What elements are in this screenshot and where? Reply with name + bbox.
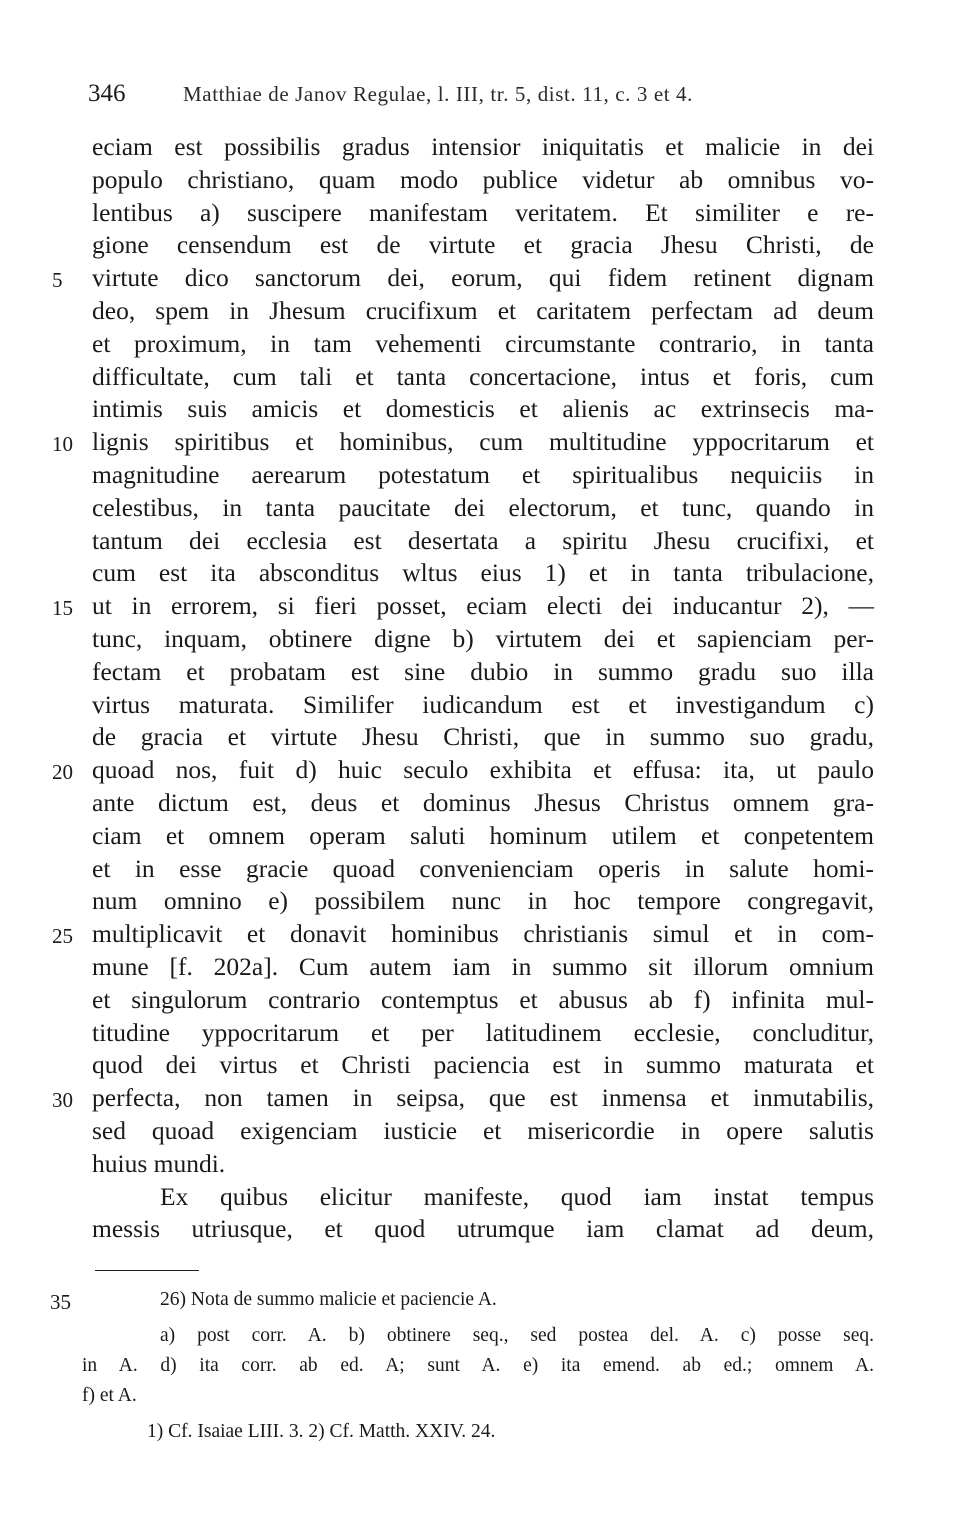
line-number: 25: [52, 924, 73, 949]
line-text: ut in errorem, si fieri posset, eciam electi dei inducantur 2), —: [92, 591, 874, 621]
line-text: intimis suis amicis et domesticis et alienis ac extrinsecis ma-: [92, 394, 874, 424]
line-text: quoad nos, fuit d) huic seculo exhibita et effusa: ita, ut paulo: [92, 755, 874, 785]
text-line: [0, 393, 960, 426]
text-line: [0, 1213, 960, 1246]
line-text: de gracia et virtute Jhesu Christi, que in summo suo gradu,: [92, 722, 874, 752]
text-line: [0, 656, 960, 689]
line-number: 30: [52, 1088, 73, 1113]
line-text: difficultate, cum tali et tanta concertacione, intus et foris, cum: [92, 361, 874, 391]
line-text: multiplicavit et donavit hominibus christianis simul et in com-: [92, 919, 874, 949]
text-line: [0, 459, 960, 492]
line-text: et proximum, in tam vehementi circumstante contrario, in tanta: [92, 328, 874, 358]
text-line: [0, 426, 960, 459]
line-text: eciam est possibilis gradus intensior iniquitatis et malicie in dei: [92, 132, 874, 161]
line-text: lentibus a) suscipere manifestam veritatem. Et similiter e re-: [92, 197, 874, 227]
line-text: et in esse gracie quoad convenienciam operis in salute homi-: [92, 853, 874, 883]
line-text: huius mundi.: [92, 1148, 226, 1178]
critical-apparatus-line: [82, 1351, 874, 1381]
footnote-text: f) et A.: [82, 1385, 137, 1406]
text-line: [0, 623, 960, 656]
text-line: [0, 557, 960, 590]
line-text: lignis spiritibus et hominibus, cum multitudine yppocritarum et: [92, 427, 874, 457]
line-text: celestibus, in tanta paucitate dei electorum, et tunc, quando in: [92, 492, 874, 522]
text-line: [0, 229, 960, 262]
page-number: 346: [88, 80, 126, 107]
text-line: [0, 361, 960, 394]
text-line: [0, 590, 960, 623]
text-line: [0, 525, 960, 558]
line-number: 20: [52, 760, 73, 785]
text-line: [0, 1181, 960, 1214]
line-text: et singulorum contrario contemptus et abusus ab f) infinita mul-: [92, 984, 874, 1014]
page-header: [88, 80, 888, 120]
line-number: 5: [52, 268, 63, 293]
text-line: [0, 1115, 960, 1148]
text-line: [0, 1082, 960, 1115]
line-text: gione censendum est de virtute et gracia Jhesu Christi, de: [92, 230, 874, 260]
text-line: [0, 295, 960, 328]
text-line: [0, 820, 960, 853]
line-text: populo christiano, quam modo publice videtur ab omnibus vo-: [92, 164, 874, 194]
main-text: [0, 131, 960, 1246]
footnote-text: 26) Nota de summo malicie et paciencie A.: [160, 1289, 497, 1310]
text-line: [0, 262, 960, 295]
marginal-note-26: [92, 1285, 874, 1315]
text-line: [0, 328, 960, 361]
line-number-35: 35: [50, 1290, 71, 1314]
text-line: [0, 492, 960, 525]
line-text: sed quoad exigenciam iusticie et misericordie in opere salutis: [92, 1115, 874, 1145]
line-text: cum est ita absconditus wltus eius 1) et in tanta tribulacione,: [92, 558, 874, 588]
text-line: [0, 131, 960, 164]
text-line: [0, 885, 960, 918]
line-text: titudine yppocritarum et per latitudinem ecclesie, concluditur,: [92, 1017, 874, 1047]
line-text: ante dictum est, deus et dominus Jhesus Christus omnem gra-: [92, 787, 874, 817]
line-number: 15: [52, 596, 73, 621]
footnote-rule: [95, 1270, 199, 1271]
text-line: [0, 754, 960, 787]
text-line: [0, 1148, 960, 1181]
text-line: [0, 689, 960, 722]
text-line: [0, 164, 960, 197]
line-text: magnitudine aerearum potestatum et spiritualibus nequiciis in: [92, 459, 874, 489]
line-number: 10: [52, 432, 73, 457]
line-text: quod dei virtus et Christi paciencia est in summo maturata et: [92, 1050, 874, 1080]
line-text: fectam et probatam est sine dubio in summo gradu suo illa: [92, 656, 874, 686]
text-line: [0, 1049, 960, 1082]
line-text: virtute dico sanctorum dei, eorum, qui fidem retinent dignam: [92, 263, 874, 293]
footnote-text: a) post corr. A. b) obtinere seq., sed postea del. A. c) posse seq.: [160, 1325, 874, 1346]
running-head: Matthiae de Janov Regulae, l. III, tr. 5, dist. 11, c. 3 et 4.: [183, 82, 693, 106]
footnote-text: 1) Cf. Isaiae LIII. 3. 2) Cf. Matth. XXIV. 24.: [147, 1421, 496, 1442]
line-text: virtus maturata. Similifer iudicandum est et investigandum c): [92, 689, 874, 719]
text-line: [0, 197, 960, 230]
line-text: Ex quibus elicitur manifeste, quod iam instat tempus: [160, 1181, 874, 1211]
line-text: mune [f. 202a]. Cum autem iam in summo sit illorum omnium: [92, 951, 874, 981]
line-text: perfecta, non tamen in seipsa, que est inmensa et inmutabilis,: [92, 1083, 874, 1113]
text-line: [0, 853, 960, 886]
line-text: tantum dei ecclesia est desertata a spiritu Jhesu crucifixi, et: [92, 525, 874, 555]
text-line: [0, 787, 960, 820]
line-text: num omnino e) possibilem nunc in hoc tempore congregavit,: [92, 886, 874, 916]
line-text: tunc, inquam, obtinere digne b) virtutem dei et sapienciam per-: [92, 623, 874, 653]
text-line: [0, 1017, 960, 1050]
line-text: deo, spem in Jhesum crucifixum et caritatem perfectam ad deum: [92, 295, 874, 325]
line-text: ciam et omnem operam saluti hominum utilem et conpetentem: [92, 820, 874, 850]
critical-apparatus-line: [82, 1381, 874, 1411]
critical-apparatus-line: [92, 1321, 874, 1351]
text-line: [0, 918, 960, 951]
footnote-text: in A. d) ita corr. ab ed. A; sunt A. e) ita emend. ab ed.; omnem A.: [82, 1355, 874, 1376]
text-line: [0, 984, 960, 1017]
source-citations: [92, 1417, 874, 1447]
footnotes: [82, 1285, 874, 1447]
text-line: [0, 951, 960, 984]
line-text: messis utriusque, et quod utrumque iam clamat ad deum,: [92, 1214, 874, 1244]
text-line: [0, 721, 960, 754]
